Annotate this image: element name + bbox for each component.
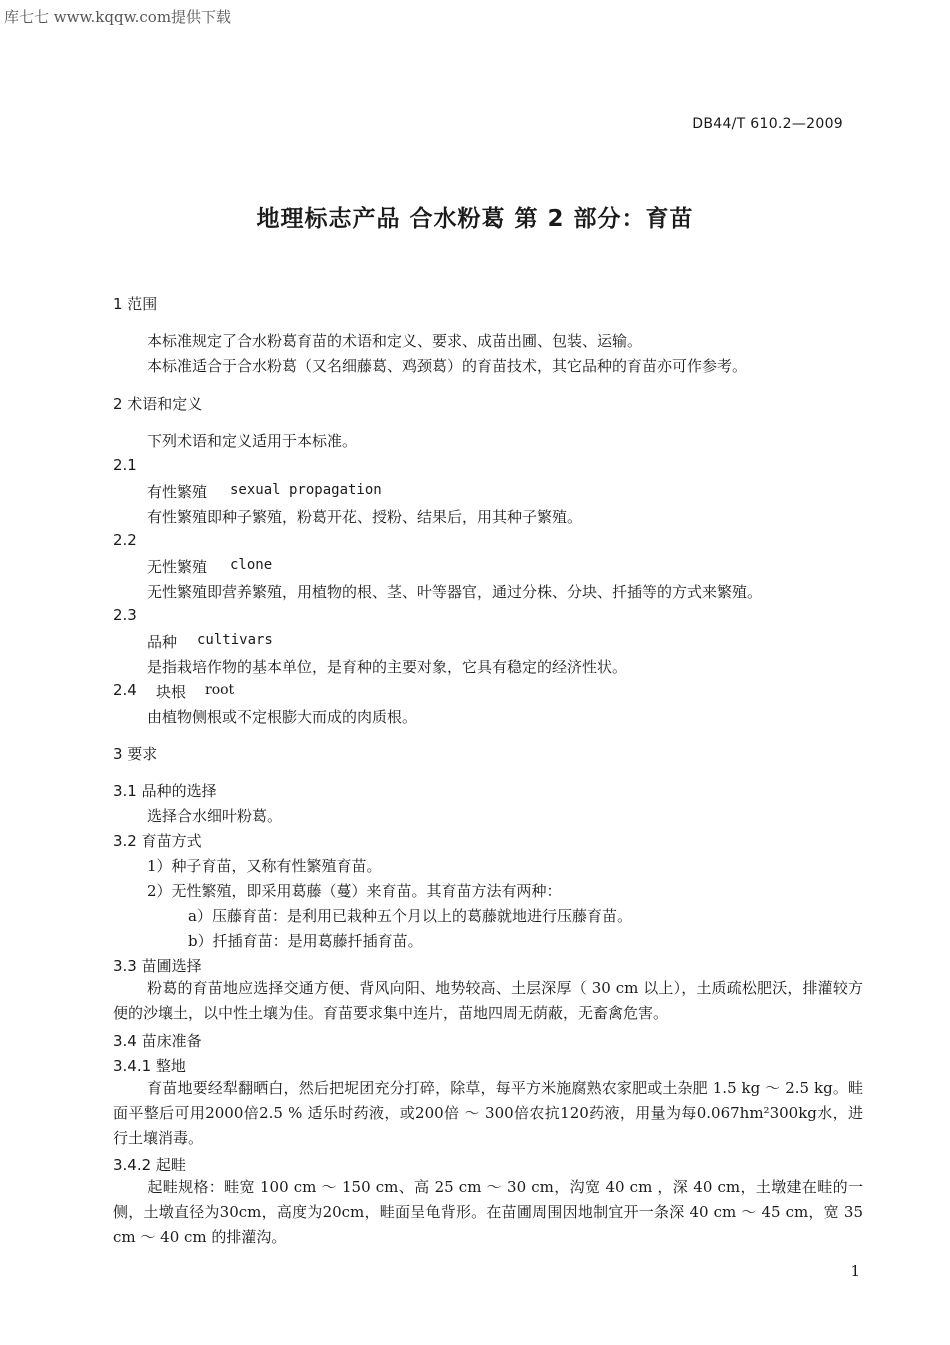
section-3-1-text: 选择合水细叶粉葛。 (147, 807, 283, 825)
term-2-2-number: 2.2 (113, 531, 137, 549)
list-item-a: a）压藤育苗：是利用已栽种五个月以上的葛藤就地进行压藤育苗。 (188, 907, 632, 925)
section-3-4-2-heading: 3.4.2 起畦 (113, 1156, 186, 1174)
term-2-3-english: cultivars (197, 632, 273, 648)
section-3-4-1-heading: 3.4.1 整地 (113, 1057, 186, 1075)
term-2-3-definition: 是指栽培作物的基本单位，是育种的主要对象，它具有稳定的经济性状。 (147, 658, 628, 676)
term-2-2-english: clone (230, 557, 273, 573)
section-3-4-heading: 3.4 苗床准备 (113, 1032, 202, 1050)
section-3-3-text-body: 粉葛的育苗地应选择交通方便、背风向阳、地势较高、土层深厚（ 30 cm 以上），土质疏松肥沃，排灌较方便的沙壤土，以中性土壤为佳。育苗要求集中连片，苗地四周无荫蔽，无畜禽危害。 (113, 979, 863, 1022)
term-2-1-name: 有性繁殖 (147, 483, 208, 501)
section-3-4-1-text (113, 1076, 863, 1151)
page-title: 地理标志产品 合水粉葛 第 2 部分：育苗 (256, 206, 694, 232)
section-1-heading: 1 范围 (113, 295, 158, 313)
section-3-heading: 3 要求 (113, 745, 158, 763)
term-2-4-definition: 由植物侧根或不定根膨大而成的肉质根。 (147, 708, 418, 726)
term-2-4-number: 2.4 (113, 681, 137, 699)
section-3-1-heading: 3.1 品种的选择 (113, 782, 217, 800)
term-2-3-number: 2.3 (113, 606, 137, 624)
section-3-2-heading: 3.2 育苗方式 (113, 832, 202, 850)
section-3-4-2-text-body: 起畦规格：畦宽 100 cm ～ 150 cm、高 25 cm ～ 30 cm，沟宽 40 cm ，深 40 cm，土墩建在畦的一侧，土墩直径为30cm，高度为20cm，畦面呈龟背形。在苗圃周围因地制宜开一条深 40 cm ～ 45 cm，宽 35 cm ～ 40 cm 的排灌沟。 (113, 1178, 863, 1246)
term-2-1-definition: 有性繁殖即种子繁殖，粉葛开花、授粉、结果后，用其种子繁殖。 (147, 508, 583, 526)
list-item-1: 1）种子育苗，又称有性繁殖育苗。 (147, 857, 382, 875)
term-2-4-english: root (205, 682, 235, 698)
term-2-1-number: 2.1 (113, 456, 137, 474)
term-2-2-definition: 无性繁殖即营养繁殖，用植物的根、茎、叶等器官，通过分株、分块、扦插等的方式来繁殖。 (147, 583, 763, 601)
list-item-b: b）扦插育苗：是用葛藤扦插育苗。 (188, 932, 423, 950)
list-item-2: 2）无性繁殖，即采用葛藤（蔓）来育苗。其育苗方法有两种： (147, 882, 562, 900)
section-3-3-text (113, 976, 863, 1026)
section-3-4-1-text-body: 育苗地要经犁翻晒白，然后把坭团充分打碎，除草，每平方米施腐熟农家肥或土杂肥 1.5 kg ～ 2.5 kg。畦面平整后可用2000倍2.5 % 适乐时药液，或200倍 ～ 300倍农抗120药液，用量为每0.067hm²300kg水，进行土壤消毒。 (113, 1079, 863, 1147)
section-3-3-heading: 3.3 苗圃选择 (113, 957, 202, 975)
term-2-3-name: 品种 (147, 633, 178, 651)
term-2-2-name: 无性繁殖 (147, 558, 208, 576)
document-number: DB44/T 610.2—2009 (692, 116, 843, 132)
section-3-4-2-text (113, 1175, 863, 1250)
section-2-heading: 2 术语和定义 (113, 395, 203, 413)
watermark: 库七七 www.kqqw.com提供下载 (4, 8, 232, 26)
section-1-para-1: 本标准规定了合水粉葛育苗的术语和定义、要求、成苗出圃、包装、运输。 (147, 332, 643, 350)
term-2-1-english: sexual propagation (230, 482, 382, 498)
page-number: 1 (850, 1262, 860, 1280)
term-2-4-name: 块根 (156, 683, 187, 701)
section-1-para-2: 本标准适合于合水粉葛（又名细藤葛、鸡颈葛）的育苗技术，其它品种的育苗亦可作参考。 (147, 357, 748, 375)
section-2-intro: 下列术语和定义适用于本标准。 (147, 432, 358, 450)
